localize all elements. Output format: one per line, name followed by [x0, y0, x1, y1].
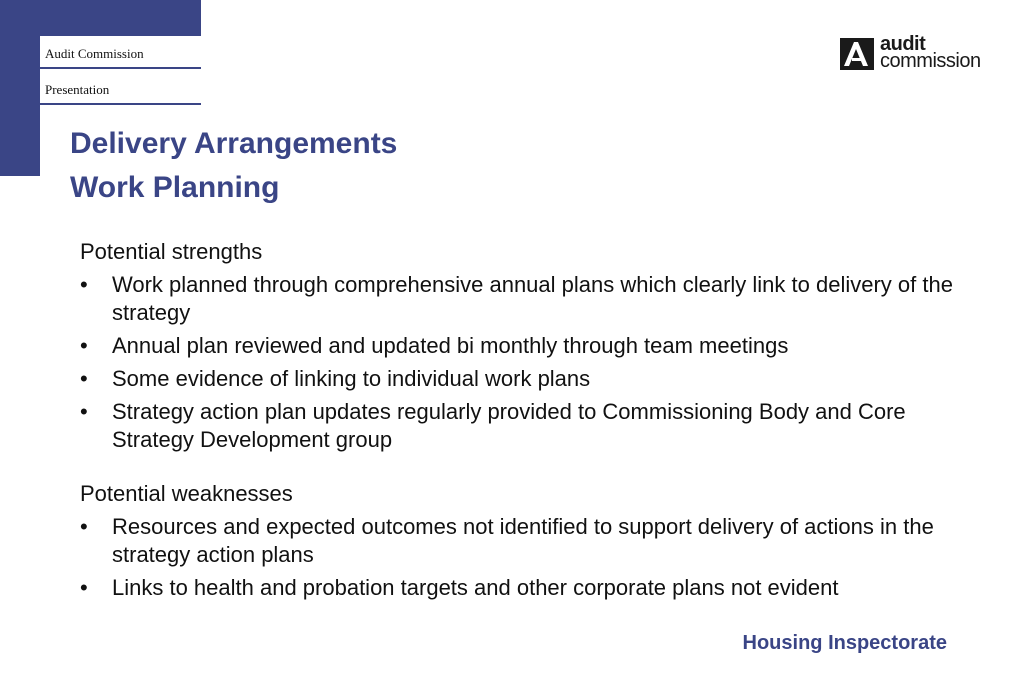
list-item-text: Some evidence of linking to individual work plans	[112, 366, 591, 391]
list-item	[80, 271, 960, 327]
audit-commission-logo-icon	[840, 38, 874, 70]
bullet-icon: •	[80, 272, 88, 297]
header-divider-bottom	[40, 103, 201, 105]
list-item	[80, 332, 960, 360]
bullet-icon: •	[80, 514, 88, 539]
section-spacer	[80, 454, 960, 480]
slide-body	[80, 238, 960, 602]
bullet-icon: •	[80, 399, 88, 424]
slide-title-line-2: Work Planning	[70, 171, 280, 204]
weaknesses-list	[80, 513, 960, 602]
header-doc-type: Presentation	[45, 82, 110, 97]
bullet-icon: •	[80, 575, 88, 600]
audit-commission-logo	[840, 34, 1000, 74]
list-item-text: Resources and expected outcomes not identified to support delivery of actions in the strategy action plans	[112, 514, 934, 567]
slide-title	[70, 122, 397, 210]
footer-label: Housing Inspectorate	[742, 632, 947, 654]
list-item	[80, 513, 960, 569]
logo-text-audit: audit	[880, 33, 926, 55]
weaknesses-heading: Potential weaknesses	[80, 481, 293, 506]
list-item	[80, 398, 960, 454]
list-item	[80, 365, 960, 393]
bullet-icon: •	[80, 333, 88, 358]
header-org-label: Audit Commission	[45, 46, 144, 61]
list-item-text: Work planned through comprehensive annual plans which clearly link to delivery of the strategy	[112, 272, 953, 325]
top-accent-bar	[40, 0, 201, 36]
strengths-heading: Potential strengths	[80, 239, 263, 264]
slide-title-line-1: Delivery Arrangements	[70, 127, 398, 160]
list-item-text: Annual plan reviewed and updated bi monthly through team meetings	[112, 333, 789, 358]
bullet-icon: •	[80, 366, 88, 391]
strengths-list	[80, 271, 960, 454]
list-item-text: Strategy action plan updates regularly provided to Commissioning Body and Core Strategy Development group	[112, 399, 906, 452]
list-item-text: Links to health and probation targets and other corporate plans not evident	[112, 575, 839, 600]
side-accent-bar	[0, 0, 40, 176]
list-item	[80, 574, 960, 602]
header-divider	[40, 67, 201, 69]
logo-text-commission: commission	[880, 50, 981, 72]
